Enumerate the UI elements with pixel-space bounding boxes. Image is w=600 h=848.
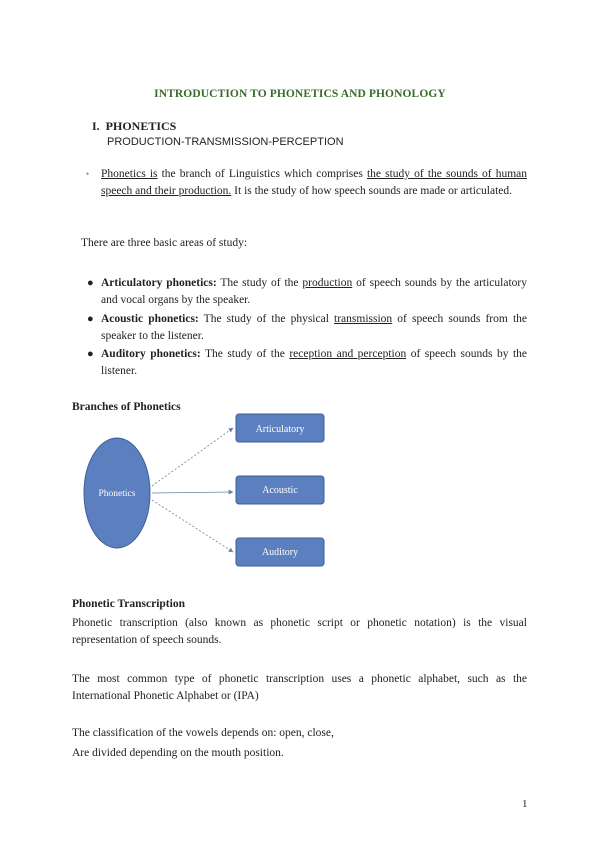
area-text: The study of the physical (198, 313, 335, 325)
area-text: The study of the (216, 277, 303, 289)
area-text: The study of the (200, 348, 290, 360)
section-title: PHONETICS (105, 119, 177, 133)
branches-heading: Branches of Phonetics (72, 401, 181, 413)
bullet-dot: ● (87, 348, 94, 360)
area-term: Articulatory phonetics: (101, 277, 217, 289)
section-number: I. (92, 119, 100, 133)
transcription-paragraph-2: The most common type of phonetic transcription uses a phonetic alphabet, such as the International Phonetic Alphabet or (IPA) (72, 673, 527, 702)
area-term: Acoustic phonetics: (101, 313, 199, 325)
vowels-line-2: Are divided depending on the mouth position. (72, 747, 284, 759)
area-text: of speech sounds by the listener. (101, 348, 527, 377)
vowels-line-1: The classification of the vowels depends on: open, close, (72, 727, 334, 739)
definition-bullet: • (86, 169, 90, 179)
areas-intro: There are three basic areas of study: (81, 237, 248, 249)
node-articulatory-label: Articulatory (255, 424, 305, 435)
section-subheading: PRODUCTION-TRANSMISSION-PERCEPTION (107, 136, 344, 148)
bullet-dot: ● (87, 313, 94, 325)
area-key: production (302, 277, 353, 289)
vowels-paragraph (72, 723, 334, 763)
area-key: transmission (334, 313, 393, 325)
transcription-heading: Phonetic Transcription (72, 598, 185, 610)
area-text: of speech sounds from the speaker to the listener. (101, 313, 527, 342)
page-title: INTRODUCTION TO PHONETICS AND PHONOLOGY (154, 88, 446, 100)
bullet-dot: ● (87, 277, 94, 289)
connector-auditory (152, 500, 233, 552)
page-number: 1 (522, 798, 528, 810)
area-term: Auditory phonetics: (101, 348, 201, 360)
node-auditory-label: Auditory (261, 547, 299, 558)
definition-term: Phonetics is (101, 168, 158, 180)
center-node-label: Phonetics (98, 489, 136, 499)
definition-text-1: the branch of Linguistics which comprises (157, 168, 367, 180)
node-acoustic-label: Acoustic (262, 485, 298, 496)
connector-articulatory (152, 428, 233, 486)
transcription-paragraph-1: Phonetic transcription (also known as phonetic script or phonetic notation) is the visual representation of speech sounds. (72, 617, 527, 646)
definition-text-2: It is the study of how speech sounds are made or articulated. (231, 184, 513, 197)
area-key: reception and perception (289, 348, 407, 360)
connector-acoustic (152, 492, 233, 493)
area-text: of speech sounds by the articulatory and vocal organs by the speaker. (101, 277, 527, 306)
definition-emphasis: the study of the sounds of human speech and their production. (101, 168, 527, 197)
